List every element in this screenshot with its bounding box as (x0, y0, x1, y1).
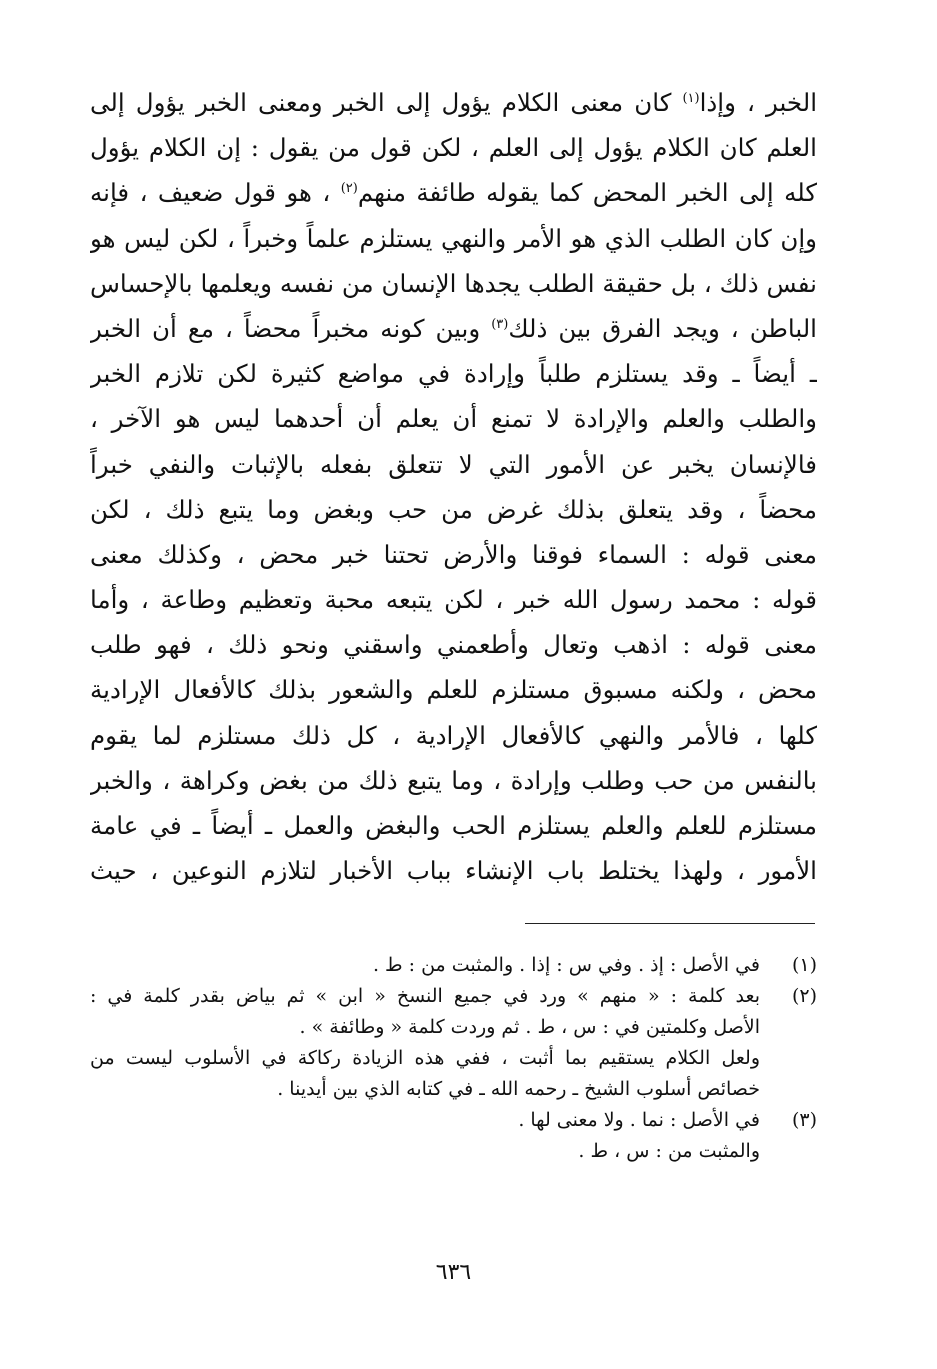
line-text: كله إلى الخبر المحض كما يقوله طائفة منهم (357, 178, 817, 208)
footnote-marker: (١) (682, 91, 700, 106)
line-text: وإن كان الطلب الذي هو الأمر والنهي يستلزم علماً وخبراً ، لكن ليس هو (90, 223, 817, 253)
line-text: فالإنسان يخبر عن الأمور التي لا تتعلق بفعله بالإثبات والنفي خبراً (90, 449, 817, 479)
text-line (90, 306, 817, 351)
footnote-line: بعد كلمة : « منهم » ورد في جميع النسخ « ابن » ثم بياض بقدر كلمة في : (90, 985, 760, 1007)
line-text: نفس ذلك ، بل حقيقة الطلب يجدها الإنسان من نفسه ويعلمها بالإحساس (90, 268, 817, 298)
line-text: محض ، ولكنه مسبوق مستلزم للعلم والشعور بذلك كالأفعال الإرادية (90, 675, 817, 705)
text-line (90, 532, 817, 577)
line-text: العلم كان الكلام يؤول إلى العلم ، لكن قول من يقول : إن الكلام يؤول (90, 133, 817, 163)
footnote-line: ولعل الكلام يستقيم بما أثبت ، ففي هذه الزيادة ركاكة في الأسلوب ليست من (90, 1047, 760, 1069)
text-line (90, 216, 817, 261)
line-text: الباطن ، ويجد الفرق بين ذلك (508, 313, 817, 343)
line-text: ، هو قول ضعيف ، فإنه (90, 178, 341, 208)
page-number: ٦٣٦ (435, 1260, 472, 1285)
text-line (90, 803, 817, 848)
footnote-marker: (٢) (340, 181, 358, 197)
text-line (90, 622, 817, 667)
line-text: بالنفس من حب وطلب وإرادة ، وما يتبع ذلك من بغض وكراهة ، والخبر (90, 765, 817, 795)
main-text (90, 80, 817, 893)
line-text: معنى قوله : السماء فوقنا والأرض تحتنا خبر محض ، وكذلك معنى (90, 539, 817, 569)
line-text: الأمور ، ولهذا يختلط باب الإنشاء بباب الأخبار لتلازم النوعين ، حيث (90, 856, 817, 886)
text-line (90, 577, 817, 622)
text-line (90, 125, 817, 170)
text-line (90, 351, 817, 396)
footnote-line: في الأصل : نما . ولا معنى لها . (518, 1109, 760, 1131)
line-text: وبين كونه مخبراً محضاً ، مع أن الخبر (90, 313, 492, 343)
footnote (90, 981, 817, 1105)
line-text: والطلب والعلم والإرادة لا تمنع أن يعلم أن أحدهما ليس هو الآخر ، (90, 404, 817, 434)
text-line (90, 170, 817, 215)
footnote-separator (525, 923, 815, 924)
text-line (90, 713, 817, 758)
footnote-line: خصائص أسلوب الشيخ ـ رحمه الله ـ في كتابه الذي بين أيدينا . (277, 1078, 760, 1100)
text-line (90, 487, 817, 532)
text-line (90, 848, 817, 893)
footnote-number: (١) (791, 954, 817, 976)
footnote-marker: (٣) (491, 316, 509, 332)
footnote-line: في الأصل : إذ . وفي س : إذا . والمثبت من : ط . (372, 954, 760, 976)
footnote-line: والمثبت من : س ، ط . (578, 1140, 760, 1162)
line-text: كلها ، فالأمر والنهي كالأفعال الإرادية ، كل ذلك مستلزم لما يقوم (90, 720, 817, 750)
line-text: كان معنى الكلام يؤول إلى الخبر ومعنى الخبر يؤول إلى (90, 88, 683, 117)
footnote-number: (٣) (791, 1109, 817, 1131)
line-text: محضاً ، وقد يتعلق بذلك غرض من حب وبغض وما يتبع ذلك ، لكن (90, 494, 817, 524)
text-line (90, 758, 817, 803)
footnotes (90, 950, 817, 1167)
text-line (90, 261, 817, 306)
footnote-line: الأصل وكلمتين في : س ، ط . ثم وردت كلمة « وطائفة » . (299, 1016, 760, 1038)
text-line (90, 80, 817, 125)
line-text: ـ أيضاً ـ وقد يستلزم طلباً وإرادة في مواضع كثيرة لكن تلازم الخبر (90, 359, 817, 389)
line-text: مستلزم للعلم والعلم يستلزم الحب والبغض والعمل ـ أيضاً ـ في عامة (90, 811, 817, 840)
line-text: قوله : محمد رسول الله خبر ، لكن يتبعه محبة وتعظيم وطاعة ، وأما (90, 585, 817, 615)
footnote (90, 1105, 817, 1167)
footnote-number: (٢) (791, 985, 817, 1007)
line-text: معنى قوله : اذهب وتعال وأطعمني واسقني ونحو ذلك ، فهو طلب (90, 630, 817, 660)
text-line (90, 442, 817, 487)
text-line (90, 667, 817, 712)
book-page (90, 80, 817, 1340)
footnote (90, 950, 817, 981)
text-line (90, 396, 817, 441)
line-text: الخبر ، وإذا (699, 88, 817, 117)
